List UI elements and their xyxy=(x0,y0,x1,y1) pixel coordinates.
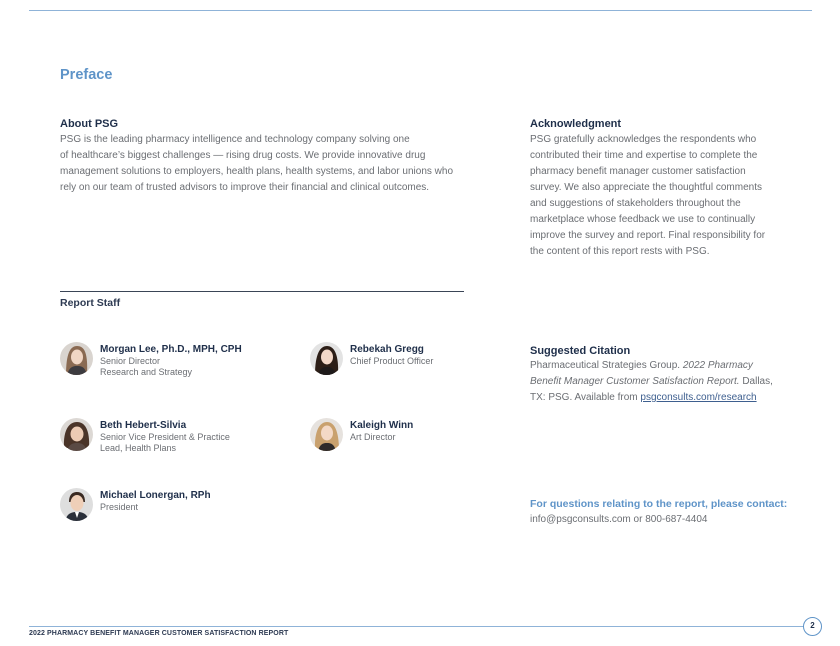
citation-heading: Suggested Citation xyxy=(530,345,631,357)
about-line: management solutions to employers, health plans, health systems, and labor unions who xyxy=(60,166,454,177)
staff-name: Morgan Lee, Ph.D., MPH, CPH xyxy=(100,344,242,355)
staff-name: Michael Lonergan, RPh xyxy=(100,490,211,501)
avatar xyxy=(60,488,93,521)
staff-member xyxy=(310,342,433,375)
contact-section xyxy=(530,498,800,528)
staff-role: Lead, Health Plans xyxy=(100,443,177,453)
citation-title: 2022 Pharmacy Benefit Manager Customer Satisfaction Report. xyxy=(530,360,753,387)
bottom-rule xyxy=(29,626,804,627)
staff-role: Research and Strategy xyxy=(100,367,193,377)
staff-member xyxy=(310,418,413,451)
avatar xyxy=(310,342,343,375)
staff-role: Chief Product Officer xyxy=(350,356,434,366)
about-line: rely on our team of trusted advisors to improve their financial and clinical outcomes. xyxy=(60,182,430,193)
contact-email[interactable]: info@psgconsults.com xyxy=(530,514,631,525)
staff-name: Rebekah Gregg xyxy=(350,344,424,355)
staff-name: Kaleigh Winn xyxy=(350,420,414,431)
footer-title: 2022 PHARMACY BENEFIT MANAGER CUSTOMER SATISFACTION REPORT xyxy=(29,630,289,637)
avatar xyxy=(60,418,93,451)
about-heading: About PSG xyxy=(60,118,119,130)
report-staff-heading: Report Staff xyxy=(60,297,121,309)
citation-prefix: Pharmaceutical Strategies Group. xyxy=(530,360,683,371)
acknowledgment-line: PSG gratefully acknowledges the respondents who xyxy=(530,134,757,145)
acknowledgment-line: the content of this report rests with PSG. xyxy=(530,246,710,257)
about-line: of healthcare’s biggest challenges — rising drug costs. We provide innovative drug xyxy=(60,150,426,161)
avatar xyxy=(310,418,343,451)
page-number: 2 xyxy=(803,617,822,636)
contact-phone[interactable]: 800-687-4404 xyxy=(645,514,708,525)
staff-member xyxy=(60,488,211,521)
staff-role: Senior Director xyxy=(100,356,161,366)
citation-link[interactable]: psgconsults.com/research xyxy=(640,392,757,403)
staff-member xyxy=(60,342,242,378)
about-line: PSG is the leading pharmacy intelligence and technology company solving one xyxy=(60,134,410,145)
citation-section xyxy=(530,345,780,406)
acknowledgment-line: and suggestions of stakeholders throughout the xyxy=(530,198,741,209)
about-body xyxy=(60,132,470,196)
acknowledgment-line: contributed their time and expertise to complete the xyxy=(530,150,758,161)
staff-divider xyxy=(60,291,464,292)
contact-heading: For questions relating to the report, please contact: xyxy=(530,498,788,510)
acknowledgment-line: improve the survey and report. Final responsibility for xyxy=(530,230,766,241)
about-section xyxy=(60,118,470,196)
top-rule xyxy=(29,10,812,11)
citation-suffix: Dallas, TX: PSG. Available from xyxy=(530,376,773,403)
acknowledgment-line: pharmacy benefit manager customer satisfaction xyxy=(530,166,746,177)
staff-name: Beth Hebert-Silvia xyxy=(100,420,187,431)
staff-role: President xyxy=(100,502,139,512)
staff-role: Senior Vice President & Practice xyxy=(100,432,230,442)
avatar xyxy=(60,342,93,375)
acknowledgment-line: survey. We also appreciate the thoughtful comments xyxy=(530,182,762,193)
acknowledgment-line: marketplace whose feedback we use to continually xyxy=(530,214,756,225)
acknowledgment-section xyxy=(530,118,780,260)
staff-member xyxy=(60,418,230,454)
page-title: Preface xyxy=(60,67,113,83)
citation-body xyxy=(530,358,780,406)
staff-role: Art Director xyxy=(350,432,396,442)
contact-details xyxy=(530,512,800,528)
acknowledgment-heading: Acknowledgment xyxy=(530,118,622,130)
contact-separator: or xyxy=(630,514,646,525)
acknowledgment-body xyxy=(530,132,780,260)
